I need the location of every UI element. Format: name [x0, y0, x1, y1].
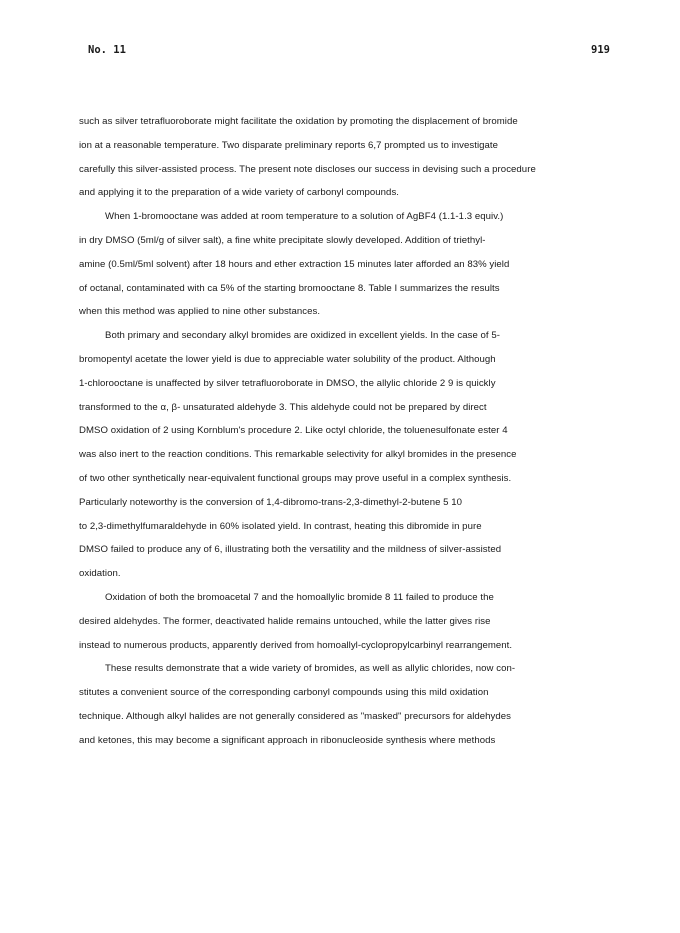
text-line: amine (0.5ml/5ml solvent) after 18 hours and ether extraction 15 minutes later afforded an 83% yield: [79, 258, 510, 270]
text-line: oxidation.: [79, 568, 121, 580]
text-line: transformed to the α, β- unsaturated aldehyde 3. This aldehyde could not be prepared by direct: [79, 401, 487, 413]
text-line: technique. Although alkyl halides are not generally considered as "masked" precursors for aldehydes: [79, 710, 512, 722]
text-line: bromopentyl acetate the lower yield is due to appreciable water solubility of the product. Although: [79, 353, 496, 365]
text-line: when this method was applied to nine other substances.: [79, 306, 321, 318]
text-line: DMSO failed to produce any of 6, illustrating both the versatility and the mildness of silver-assisted: [79, 544, 502, 556]
text-line: such as silver tetrafluoroborate might facilitate the oxidation by promoting the displacement of bromide: [79, 116, 518, 127]
text-line: carefully this silver-assisted process. The present note discloses our success in devising such a procedure: [79, 163, 536, 175]
paragraph-start-line: Both primary and secondary alkyl bromides are oxidized in excellent yields. In the case of 5-: [105, 330, 500, 342]
text-line: Particularly noteworthy is the conversion of 1,4-dibromo-trans-2,3-dimethyl-2-butene 5 10: [79, 496, 463, 508]
body-text: [79, 110, 619, 753]
paragraph-start-line: When 1-bromooctane was added at room temperature to a solution of AgBF4 (1.1-1.3 equiv.): [105, 211, 504, 223]
text-line: and ketones, this may become a significant approach in ribonucleoside synthesis where methods: [79, 734, 496, 746]
text-line: desired aldehydes. The former, deactivated halide remains untouched, while the latter gives rise: [79, 615, 491, 627]
text-line: ion at a reasonable temperature. Two disparate preliminary reports 6,7 prompted us to investigate: [79, 139, 499, 151]
text-line: instead to numerous products, apparently derived from homoallyl-cyclopropylcarbinyl rearrangement.: [79, 639, 513, 651]
page-header: [88, 44, 610, 60]
page-number: 919: [591, 44, 610, 56]
text-line: and applying it to the preparation of a wide variety of carbonyl compounds.: [79, 187, 400, 199]
text-line: of two other synthetically near-equivalent functional groups may prove useful in a complex synthesis.: [79, 472, 512, 484]
text-line: stitutes a convenient source of the corresponding carbonyl compounds using this mild oxidation: [79, 687, 489, 699]
text-line: of octanal, contaminated with ca 5% of the starting bromooctane 8. Table I summarizes the results: [79, 282, 500, 294]
text-line: to 2,3-dimethylfumaraldehyde in 60% isolated yield. In contrast, heating this dibromide in pure: [79, 520, 482, 532]
text-line: 1-chlorooctane is unaffected by silver tetrafluoroborate in DMSO, the allylic chloride 2 9 is quickly: [79, 377, 496, 389]
journal-issue: No. 11: [88, 44, 126, 56]
paragraph-start-line: These results demonstrate that a wide variety of bromides, as well as allylic chlorides, now con-: [105, 663, 516, 675]
text-line: DMSO oxidation of 2 using Kornblum's procedure 2. Like octyl chloride, the toluenesulfonate ester 4: [79, 425, 508, 437]
text-line: was also inert to the reaction conditions. This remarkable selectivity for alkyl bromides in the presence: [79, 449, 517, 461]
paragraph-start-line: Oxidation of both the bromoacetal 7 and the homoallylic bromide 8 11 failed to produce the: [105, 591, 494, 603]
text-line: in dry DMSO (5ml/g of silver salt), a fine white precipitate slowly developed. Addition of triethyl-: [79, 234, 486, 246]
